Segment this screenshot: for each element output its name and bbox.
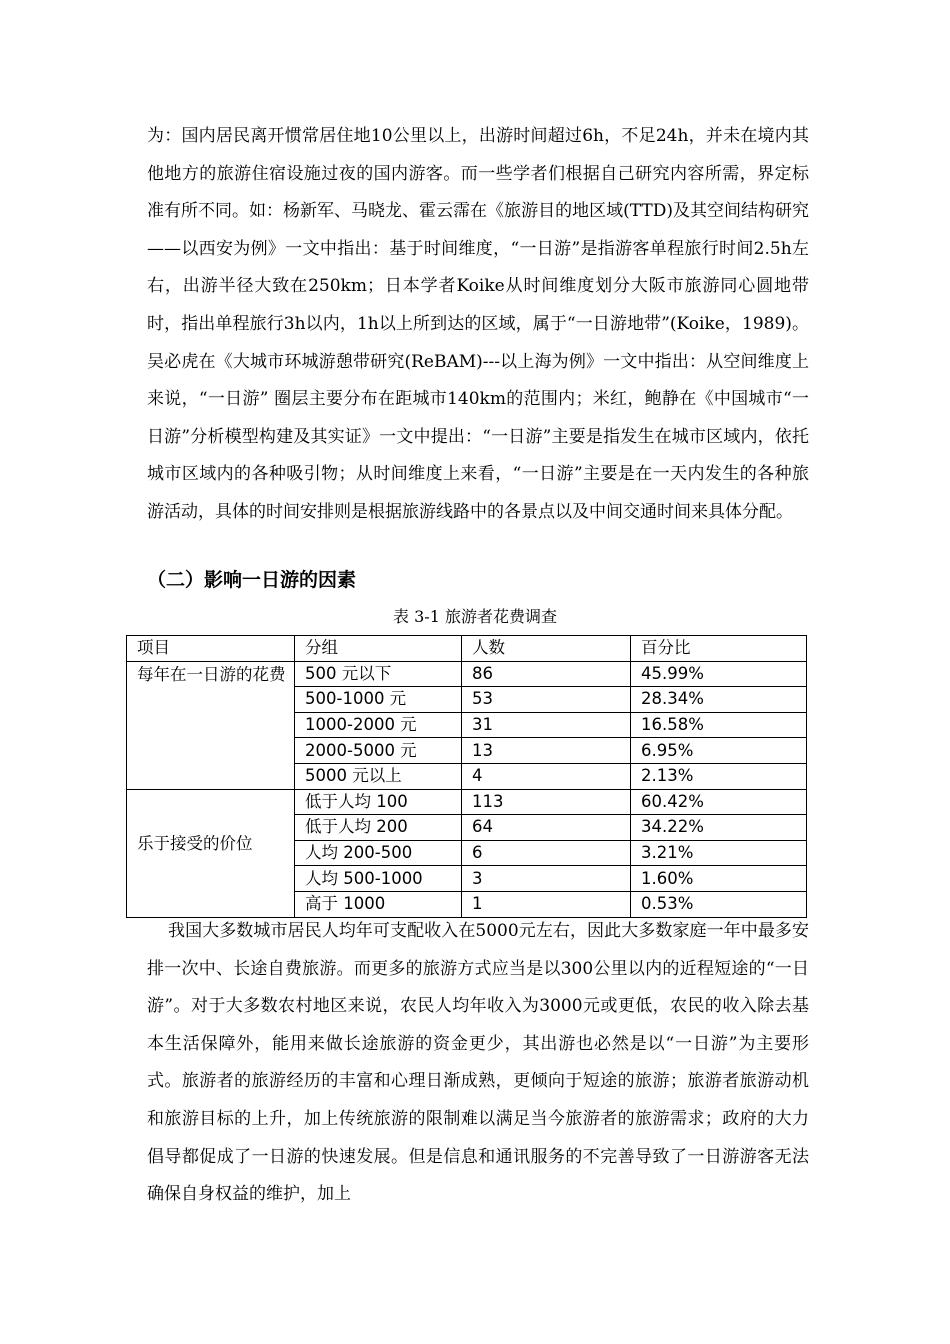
count-cell: 53	[462, 687, 631, 713]
group-cell: 高于 1000	[295, 891, 462, 917]
count-cell: 6	[462, 840, 631, 866]
paragraph-day-trip-factors: 我国大多数城市居民人均年可支配收入在5000元左右，因此大多数家庭一年中最多安排一次中、长途自费旅游。而更多的旅游方式应当是以300公里以内的近程短途的“一日游”。对于大多数农村地区来说，农民人均年收入为3000元或更低，农民的收入除去基本生活保障外，能用来做长途旅游的资金更少，其出游也必然是以“一日游”为主要形式。旅游者的旅游经历的丰富和心理日渐成熟，更倾向于短途的旅游；旅游者旅游动机和旅游目标的上升，加上传统旅游的限制难以满足当今旅游者的旅游需求；政府的大力倡导都促成了一日游的快速发展。但是信息和通讯服务的不完善导致了一日游游客无法确保自身权益的维护，加上	[147, 921, 809, 1205]
count-cell: 31	[462, 712, 631, 738]
percent-cell: 16.58%	[631, 712, 807, 738]
percent-cell: 2.13%	[631, 763, 807, 789]
group-cell: 2000-5000 元	[295, 738, 462, 764]
header-group: 分组	[295, 636, 462, 662]
group-cell: 5000 元以上	[295, 763, 462, 789]
percent-cell: 60.42%	[631, 789, 807, 815]
spending-survey-table	[126, 635, 807, 918]
percent-cell: 45.99%	[631, 661, 807, 687]
count-cell: 64	[462, 815, 631, 841]
count-cell: 1	[462, 891, 631, 917]
header-count: 人数	[462, 636, 631, 662]
table-row	[127, 661, 807, 687]
percent-cell: 1.60%	[631, 866, 807, 892]
group-cell: 人均 500-1000	[295, 866, 462, 892]
count-cell: 4	[462, 763, 631, 789]
group-cell: 低于人均 200	[295, 815, 462, 841]
count-cell: 86	[462, 661, 631, 687]
header-percent: 百分比	[631, 636, 807, 662]
group-cell: 500-1000 元	[295, 687, 462, 713]
table-row	[127, 789, 807, 815]
count-cell: 13	[462, 738, 631, 764]
percent-cell: 0.53%	[631, 891, 807, 917]
header-item: 项目	[127, 636, 295, 662]
table-header-row	[127, 636, 807, 662]
group-cell: 1000-2000 元	[295, 712, 462, 738]
group-cell: 500 元以下	[295, 661, 462, 687]
percent-cell: 6.95%	[631, 738, 807, 764]
percent-cell: 28.34%	[631, 687, 807, 713]
group-cell: 低于人均 100	[295, 789, 462, 815]
group-cell: 人均 200-500	[295, 840, 462, 866]
item-acceptable-price: 乐于接受的价位	[127, 789, 295, 917]
count-cell: 3	[462, 866, 631, 892]
percent-cell: 3.21%	[631, 840, 807, 866]
paragraph-day-trip-definitions: 为：国内居民离开惯常居住地10公里以上，出游时间超过6h，不足24h，并未在境内其他地方的旅游住宿设施过夜的国内游客。而一些学者们根据自己研究内容所需，界定标准有所不同。如：杨新军、马晓龙、霍云霈在《旅游目的地区域(TTD)及其空间结构研究——以西安为例》一文中指出：基于时间维度，“一日游”是指游客单程旅行时间2.5h左右，出游半径大致在250km；日本学者Koike从时间维度划分大阪市旅游同心圆地带时，指出单程旅行3h以内，1h以上所到达的区域，属于“一日游地带”(Koike，1989)。吴必虎在《大城市环城游憩带研究(ReBAM)---以上海为例》一文中指出：从空间维度上来说，“一日游” 圈层主要分布在距城市140km的范围内；米红，鲍静在《中国城市“一日游”分析模型构建及其实证》一文中提出：“一日游”主要是指发生在城市区域内，依托城市区域内的各种吸引物；从时间维度上来看，“一日游”主要是在一天内发生的各种旅游活动，具体的时间安排则是根据旅游线路中的各景点以及中间交通时间来具体分配。	[147, 126, 809, 522]
count-cell: 113	[462, 789, 631, 815]
item-annual-spending: 每年在一日游的花费	[127, 661, 295, 789]
table-caption: 表 3-1 旅游者花费调查	[393, 607, 557, 626]
percent-cell: 34.22%	[631, 815, 807, 841]
section-heading: （二）影响一日游的因素	[147, 569, 357, 591]
